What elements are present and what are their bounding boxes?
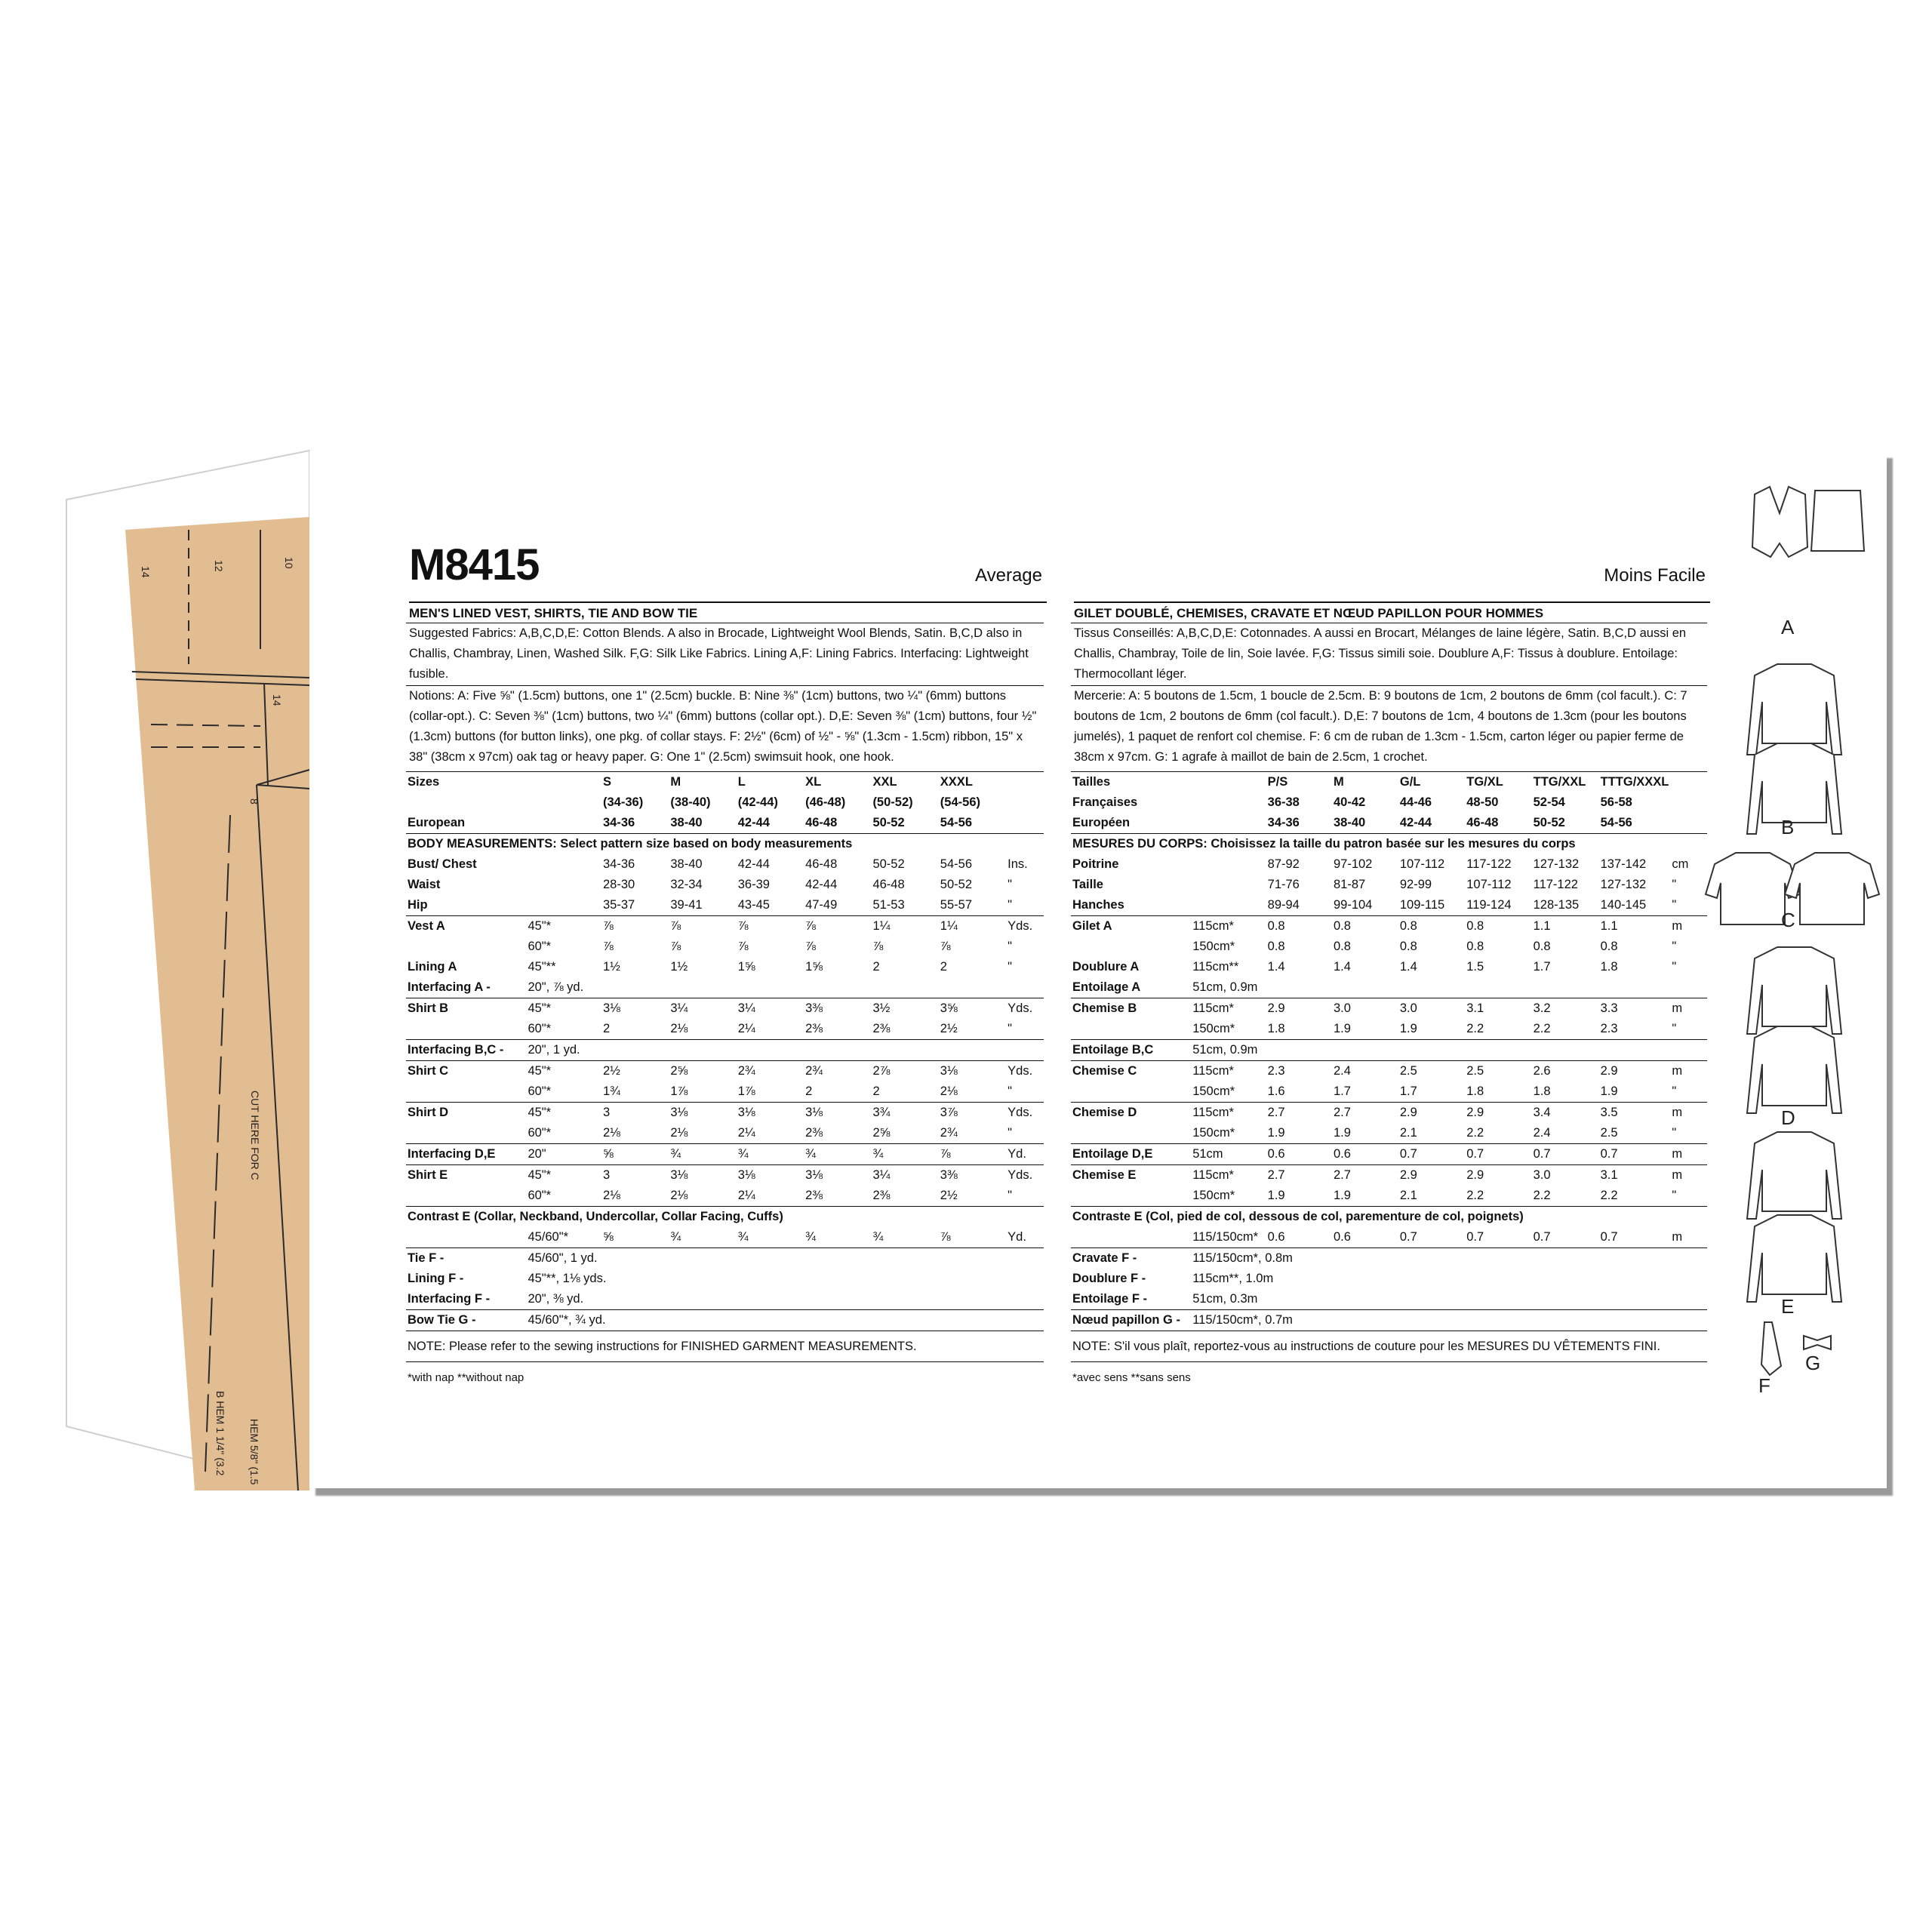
yardage-row: 60"* 2 2⅛ 2¼ 2⅜ 2⅜ 2½ " (528, 1022, 1013, 1035)
contrast-row: 45/60"* ⅝ ¾ ¾ ¾ ¾ ⅞ Yd. (528, 1230, 1026, 1244)
notions: Notions: A: Five ⅝" (1.5cm) buttons, one 1" (2.5cm) buckle. B: Nine ⅜" (1cm) buttons, two ¼" (6mm) buttons (collar-opt.). C: Seven ⅜" (1cm) buttons, two ¼" (6mm) buttons (collar opt.). D,E: Seven ⅜" (1cm) buttons, four ½" (1.3cm) buttons (for button links), one pkg. of collar stays. F: 2½" (6cm) of ½" - ⅝" (1.3cm - 1.5cm) ribbon, 15" x 38" (38cm x 97cm) oak tag or heavy paper. G: One 1" (2.5cm) swimsuit hook, one hook. (409, 689, 1037, 764)
yardage-row: Vest A 45"* ⅞ ⅞ ⅞ ⅞ 1¼ 1¼ Yds. (406, 916, 1044, 937)
yardage-row: Doublure A 115cm** 1.4 1.4 1.4 1.5 1.7 1.8 " (1072, 960, 1677, 974)
yardage-row: Shirt D 45"* 3 3⅛ 3⅛ 3⅛ 3¾ 3⅞ Yds. (406, 1103, 1044, 1124)
view-letter-c: C (1781, 909, 1795, 931)
note-row: NOTE: S'il vous plaît, reportez-vous au instructions de couture pour les MESURES DU VÊTEMENTS FINI. (1071, 1331, 1707, 1362)
notions-fr: Mercerie: A: 5 boutons de 1.5cm, 1 boucle de 2.5cm. B: 9 boutons de 1cm, 2 boutons de 6mm (col facult.). C: 7 boutons de 1cm, 2 boutons de 6mm (col facult.). D,E: 7 boutons de 1cm, 4 boutons de 1.3cm (pour les boutons jumelés), 1 paquet de renfort col chemise. F: 6 cm de ruban de 1.3cm - 1.5cm, carton léger ou papier ferme de 38cm x 97cm. G: 1 agrafe à maillot de bain de 2.5cm, 1 crochet. (1074, 689, 1687, 764)
footnote-row: *with nap **without nap (408, 1371, 525, 1384)
yardage-row: Chemise D 115cm* 2.7 2.7 2.9 2.9 3.4 3.5 m (1071, 1103, 1707, 1124)
yardage-row: 150cm* 0.8 0.8 0.8 0.8 0.8 0.8 " (1192, 940, 1677, 953)
difficulty-label-fr: Moins Facile (1604, 565, 1706, 586)
footnote-row: *avec sens **sans sens (1072, 1371, 1191, 1384)
shirt-c-back-drawing (1785, 853, 1879, 924)
shirt-b-front-drawing (1747, 664, 1841, 755)
contrast-row: 115/150cm* 0.6 0.6 0.7 0.7 0.7 0.7 m (1192, 1230, 1683, 1244)
view-letter-e: E (1781, 1295, 1795, 1318)
tissue-mark-1: 14 (140, 566, 152, 578)
european-row: European 34-36 38-40 42-44 46-48 50-52 54-56 (408, 816, 972, 829)
yardage-row: 60"* ⅞ ⅞ ⅞ ⅞ ⅞ ⅞ " (528, 940, 1013, 953)
pattern-title-fr: GILET DOUBLÉ, CHEMISES, CRAVATE ET NŒUD PAPILLON POUR HOMMES (1074, 601, 1710, 621)
vest-front-drawing (1752, 487, 1807, 557)
yardage-row: Lining A 45"** 1½ 1½ 1⅝ 1⅝ 2 2 " (408, 960, 1013, 974)
tie-row: Lining F - 45"**, 1⅛ yds. (408, 1272, 607, 1285)
yardage-row: Interfacing D,E 20" ⅝ ¾ ¾ ¾ ¾ ⅞ Yd. (406, 1144, 1044, 1165)
bowtie-row: Nœud papillon G - 115/150cm*, 0.7m (1071, 1310, 1707, 1331)
bow-tie-g-drawing (1804, 1336, 1831, 1349)
yardage-row: 150cm* 1.9 1.9 2.1 2.2 2.4 2.5 " (1192, 1126, 1677, 1140)
yardage-row: Entoilage A 51cm, 0.9m (1072, 980, 1258, 994)
difficulty-label: Average (975, 565, 1042, 586)
yardage-row: Interfacing A - 20", ⅞ yd. (408, 980, 584, 994)
body-heading-row: BODY MEASUREMENTS: Select pattern size based on body measurements (406, 834, 1044, 855)
european-row: Européen 34-36 38-40 42-44 46-48 50-52 54-56 (1072, 816, 1632, 829)
view-letter-g: G (1805, 1352, 1821, 1374)
suggested-fabrics: Suggested Fabrics: A,B,C,D,E: Cotton Blends. A also in Brocade, Lightweight Wool Blends, Satin. B,C,D also in Challis, Chambray, Linen, Washed Silk. F,G: Silk Like Fabrics. Lining A,F: Lining Fabrics. Interfacing: Lightweight fusible. (409, 626, 1029, 681)
yardage-row: 60"* 2⅛ 2⅛ 2¼ 2⅜ 2⅝ 2¾ " (528, 1126, 1013, 1140)
yardage-row: Interfacing B,C - 20", 1 yd. (406, 1040, 1044, 1061)
view-letter-a: A (1781, 616, 1795, 638)
shirt-b-back-drawing (1747, 743, 1841, 834)
shirt-e-front-drawing (1747, 1132, 1841, 1219)
yardage-row: 60"* 2⅛ 2⅛ 2¼ 2⅜ 2⅜ 2½ " (528, 1189, 1013, 1202)
yardage-row: 150cm* 1.6 1.7 1.7 1.8 1.8 1.9 " (1192, 1084, 1677, 1098)
body-row: Poitrine 87-92 97-102 107-112 117-122 127-132 137-142 cm (1072, 857, 1689, 871)
shirt-d-back-drawing (1747, 1026, 1841, 1113)
view-letter-b: B (1781, 816, 1795, 838)
tie-row: Interfacing F - 20", ⅜ yd. (408, 1292, 584, 1306)
shirt-e-back-drawing (1747, 1215, 1841, 1302)
pattern-number: M8415 (409, 540, 540, 589)
tissue-mark-5: 8 (248, 798, 260, 804)
pattern-title: MEN'S LINED VEST, SHIRTS, TIE AND BOW TIE (409, 601, 1047, 621)
body-row: Hanches 89-94 99-104 109-115 119-124 128-135 140-145 " (1072, 898, 1677, 912)
body-heading-row: MESURES DU CORPS: Choisissez la taille du patron basée sur les mesures du corps (1071, 834, 1707, 855)
yardage-row: Chemise B 115cm* 2.9 3.0 3.0 3.1 3.2 3.3 m (1071, 998, 1707, 1020)
tissue-mark-7: HEM 5/8" (1.5 (248, 1419, 260, 1485)
yardage-row: 60"* 1¾ 1⅞ 1⅞ 2 2 2⅛ " (528, 1084, 1013, 1098)
tissue-mark-2: 12 (213, 560, 225, 572)
suggested-fabrics-fr: Tissus Conseillés: A,B,C,D,E: Cotonnades. A aussi en Brocart, Mélanges de laine légère, Satin. B,C,D aussi en Challis, Chambray, Toile de lin, Soie lavée. F,G: Tissus simili soie. Doublure A,F: Tissus à doublure. Entoilage: Thermocollant léger. (1074, 626, 1687, 681)
yardage-row: Gilet A 115cm* 0.8 0.8 0.8 0.8 1.1 1.1 m (1071, 916, 1707, 937)
tie-row: Entoilage F - 51cm, 0.3m (1072, 1292, 1258, 1306)
tie-row: Doublure F - 115cm**, 1.0m (1072, 1272, 1274, 1285)
yardage-row: Shirt B 45"* 3⅛ 3¼ 3¼ 3⅜ 3½ 3⅝ Yds. (406, 998, 1044, 1020)
sizes-row: Tailles P/S M G/L TG/XL TTG/XXL TTTG/XXXL (1071, 772, 1707, 793)
contrast-label-row: Contraste E (Col, pied de col, dessous de col, parementure de col, poignets) (1071, 1207, 1707, 1228)
francaises-row: Françaises 36-38 40-42 44-46 48-50 52-54 56-58 (1072, 795, 1632, 809)
tie-f-drawing (1761, 1322, 1781, 1375)
view-letter-d: D (1781, 1106, 1795, 1129)
tissue-mark-8: B HEM 1 1/4" (3.2 (214, 1391, 226, 1476)
shirt-d-front-drawing (1747, 947, 1841, 1034)
tissue-mark-6: CUT HERE FOR C (249, 1091, 261, 1180)
yardage-row: Entoilage D,E 51cm 0.6 0.6 0.7 0.7 0.7 0.7 m (1071, 1144, 1707, 1165)
body-row: Bust/ Chest 34-36 38-40 42-44 46-48 50-52 54-56 Ins. (408, 857, 1028, 871)
yardage-row: 150cm* 1.9 1.9 2.1 2.2 2.2 2.2 " (1192, 1189, 1677, 1202)
sizes-row: Sizes S M L XL XXL XXXL (406, 772, 1044, 793)
view-letter-f: F (1758, 1374, 1770, 1397)
yardage-row: 150cm* 1.8 1.9 1.9 2.2 2.2 2.3 " (1192, 1022, 1677, 1035)
contrast-label-row: Contrast E (Collar, Neckband, Undercollar, Collar Facing, Cuffs) (406, 1207, 1044, 1228)
bowtie-row: Bow Tie G - 45/60"*, ¾ yd. (406, 1310, 1044, 1331)
note-row: NOTE: Please refer to the sewing instructions for FINISHED GARMENT MEASUREMENTS. (406, 1331, 1044, 1362)
tie-row: Tie F - 45/60", 1 yd. (406, 1248, 1044, 1269)
yardage-row: Shirt E 45"* 3 3⅛ 3⅛ 3⅛ 3¼ 3⅜ Yds. (406, 1165, 1044, 1186)
yardage-row: Chemise E 115cm* 2.7 2.7 2.9 2.9 3.0 3.1 m (1071, 1165, 1707, 1186)
yardage-row: Chemise C 115cm* 2.3 2.4 2.5 2.5 2.6 2.9 m (1071, 1061, 1707, 1082)
yardage-row: Shirt C 45"* 2½ 2⅝ 2¾ 2¾ 2⅞ 3⅛ Yds. (406, 1061, 1044, 1082)
body-row: Taille 71-76 81-87 92-99 107-112 117-122 127-132 " (1072, 878, 1677, 891)
yardage-row: Entoilage B,C 51cm, 0.9m (1071, 1040, 1707, 1061)
size-range-row: (34-36) (38-40) (42-44) (46-48) (50-52) (54-56) (603, 795, 980, 809)
tissue-mark-4: 14 (271, 694, 283, 706)
body-row: Waist 28-30 32-34 36-39 42-44 46-48 50-52 " (408, 878, 1013, 891)
tie-row: Cravate F - 115/150cm*, 0.8m (1071, 1248, 1707, 1269)
tissue-mark-3: 10 (283, 557, 295, 569)
body-row: Hip 35-37 39-41 43-45 47-49 51-53 55-57 " (408, 898, 1013, 912)
vest-back-drawing (1811, 491, 1864, 551)
